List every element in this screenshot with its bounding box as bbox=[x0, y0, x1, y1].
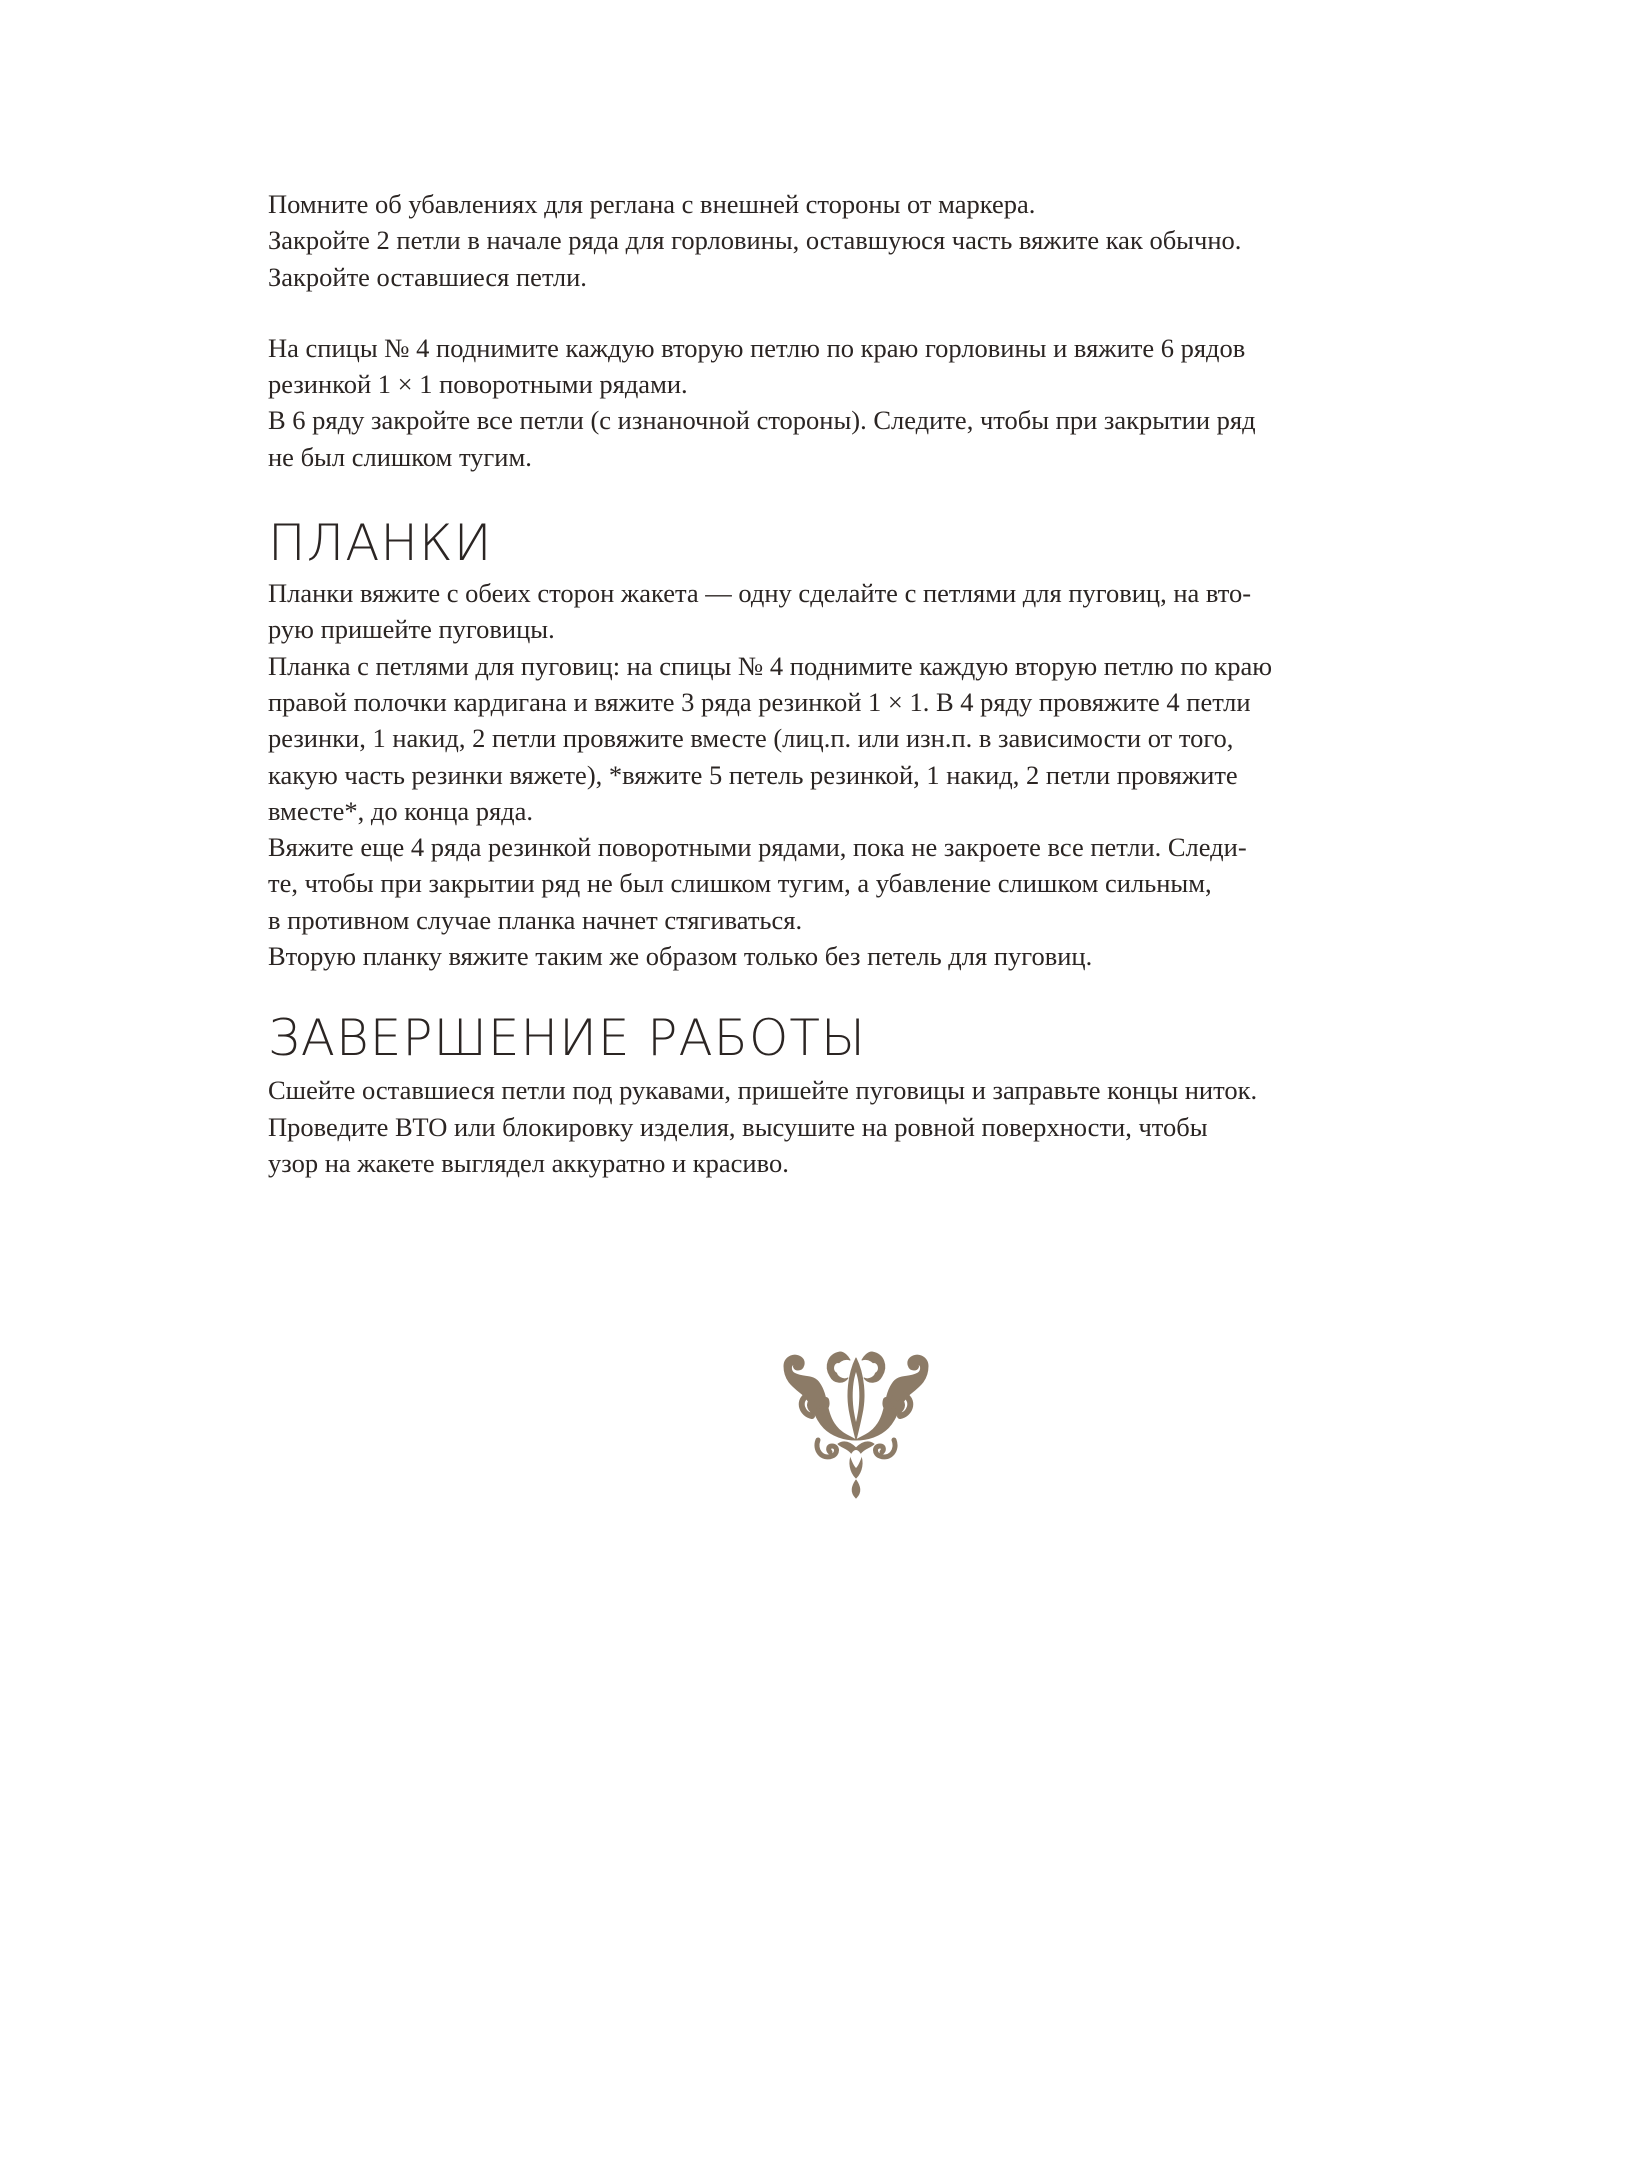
text-line: не был слишком тугим. bbox=[268, 441, 532, 472]
text-line: какую часть резинки вяжете), *вяжите 5 петель резинкой, 1 накид, 2 петли провяжите bbox=[268, 759, 1238, 790]
text-line: рую пришейте пуговицы. bbox=[268, 614, 555, 645]
text-line: вместе*, до конца ряда. bbox=[268, 795, 534, 826]
section-body-final bbox=[268, 1072, 1458, 1181]
text-line: В 6 ряду закройте все петли (с изнаночной стороны). Следите, чтобы при закрытии ряд bbox=[268, 405, 1256, 436]
damask-ornament-icon bbox=[778, 1344, 934, 1500]
text-line: те, чтобы при закрытии ряд не был слишком тугим, а убавление слишком сильным, bbox=[268, 868, 1212, 899]
text-line: в противном случае планка начнет стягиваться. bbox=[268, 904, 803, 935]
section-title-planki: ПЛАНКИ bbox=[268, 514, 493, 573]
text-line: Помните об убавлениях для реглана с внешней стороны от маркера. bbox=[268, 189, 1036, 219]
text-line: резинки, 1 накид, 2 петли провяжите вместе (лиц.п. или изн.п. в зависимости от того, bbox=[268, 723, 1234, 754]
section-body-planki bbox=[268, 575, 1458, 974]
text-line: Планка с петлями для пуговиц: на спицы № 4 поднимите каждую вторую петлю по краю bbox=[268, 650, 1273, 681]
text-line: правой полочки кардигана и вяжите 3 ряда резинкой 1 × 1. В 4 ряду провяжите 4 петли bbox=[268, 686, 1251, 717]
text-line: Планки вяжите с обеих сторон жакета — одну сделайте с петлями для пуговиц, на вто- bbox=[268, 578, 1252, 609]
text-line: На спицы № 4 поднимите каждую вторую петлю по краю горловины и вяжите 6 рядов bbox=[268, 332, 1246, 363]
text-line: Закройте оставшиеся петли. bbox=[268, 261, 587, 292]
text-line: Закройте 2 петли в начале ряда для горловины, оставшуюся часть вяжите как обычно. bbox=[268, 225, 1242, 256]
intro-paragraph-2 bbox=[268, 330, 1458, 475]
text-line: Сшейте оставшиеся петли под рукавами, пришейте пуговицы и заправьте концы ниток. bbox=[268, 1075, 1258, 1106]
text-line: резинкой 1 × 1 поворотными рядами. bbox=[268, 369, 688, 400]
text-line: узор на жакете выглядел аккуратно и красиво. bbox=[268, 1147, 789, 1178]
text-line: Вяжите еще 4 ряда резинкой поворотными рядами, пока не закроете все петли. Следи- bbox=[268, 832, 1247, 863]
text-line: Вторую планку вяжите таким же образом только без петель для пуговиц. bbox=[268, 941, 1093, 972]
intro-paragraph-1 bbox=[268, 186, 1458, 295]
section-title-final: ЗАВЕРШЕНИЕ РАБОТЫ bbox=[268, 1009, 866, 1068]
text-line: Проведите ВТО или блокировку изделия, высушите на ровной поверхности, чтобы bbox=[268, 1111, 1208, 1142]
document-page bbox=[268, 186, 1458, 1181]
